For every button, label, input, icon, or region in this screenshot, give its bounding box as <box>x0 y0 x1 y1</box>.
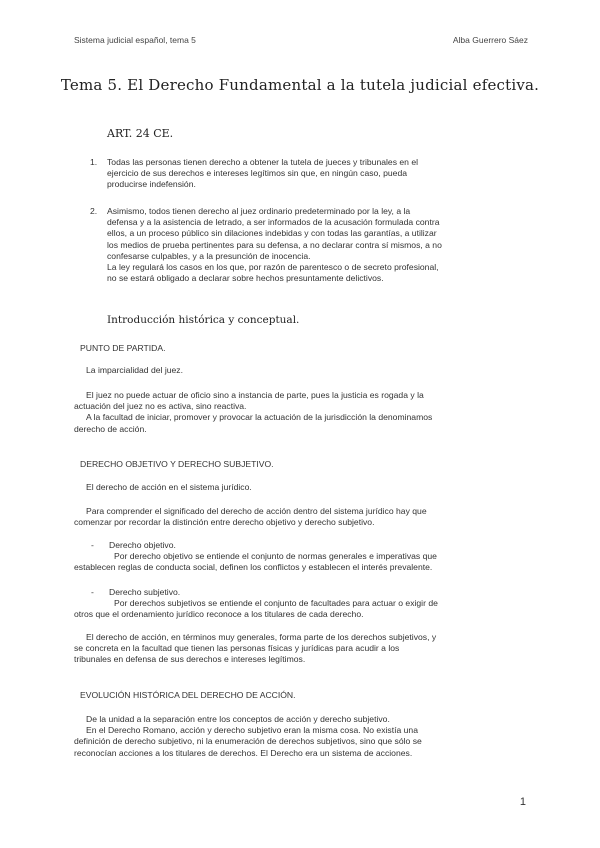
paragraph-line: Por derechos subjetivos se entiende el conjunto de facultades para actuar o exigir de <box>114 598 438 609</box>
paragraph-line: actuación del juez no es activa, sino reactiva. <box>74 401 247 412</box>
list-line: no se estará obligado a declarar sobre hechos presuntamente delictivos. <box>107 273 384 284</box>
evolucion-heading: EVOLUCIÓN HISTÓRICA DEL DERECHO DE ACCIÓN. <box>80 690 296 700</box>
paragraph-line: El derecho de acción, en términos muy generales, forma parte de los derechos subjetivos, y <box>86 632 437 642</box>
objetivo-title: Derecho objetivo. <box>109 540 176 550</box>
paragraph-line: otros que el ordenamiento jurídico reconoce a los titulares de cada derecho. <box>74 609 364 620</box>
list-item-1 <box>90 157 419 191</box>
page-title: Tema 5. El Derecho Fundamental a la tutela judicial efectiva. <box>60 76 540 94</box>
evolucion-paragraph <box>74 714 422 759</box>
bullet-dash: - <box>91 587 94 597</box>
bullet-dash: - <box>91 540 94 550</box>
paragraph-line: De la unidad a la separación entre los conceptos de acción y derecho subjetivo. <box>86 714 390 724</box>
paragraph-line: Para comprender el significado del derecho de acción dentro del sistema jurídico hay que <box>86 506 427 516</box>
accion-paragraph <box>74 632 436 666</box>
paragraph-line: reconocían acciones a los titulares de derechos. El Derecho era un sistema de acciones. <box>74 747 413 758</box>
section-heading: Introducción histórica y conceptual. <box>107 314 300 326</box>
paragraph-line: El juez no puede actuar de oficio sino a instancia de parte, pues la justicia es rogada y la <box>86 390 424 400</box>
list-number: 2. <box>90 206 98 216</box>
list-line: ellos, a un proceso público sin dilaciones indebidas y con todas las garantías, a utilizar <box>107 228 437 239</box>
paragraph-line: Por derecho objetivo se entiende el conjunto de normas generales e imperativas que <box>114 551 437 562</box>
derecho-obj-subj-heading: DERECHO OBJETIVO Y DERECHO SUBJETIVO. <box>80 459 274 469</box>
paragraph-line: se concreta en la facultad que tienen las personas físicas y jurídicas para acudir a los <box>74 643 400 654</box>
running-header-right: Alba Guerrero Sáez <box>452 35 528 45</box>
list-line: confesarse culpables, y a la presunción de inocencia. <box>107 250 311 261</box>
list-line: La ley regulará los casos en los que, por razón de parentesco o de secreto profesional, <box>107 262 439 273</box>
list-line: defensa y a la asistencia de letrado, a ser informados de la acusación formulada contra <box>107 217 440 228</box>
list-line: Asimismo, todos tienen derecho al juez ordinario predeterminado por la ley, a la <box>107 206 411 216</box>
imparcialidad-subheading: La imparcialidad del juez. <box>86 365 183 375</box>
subjetivo-title: Derecho subjetivo. <box>109 587 181 597</box>
accion-sistema-subheading: El derecho de acción en el sistema jurídico. <box>86 482 252 492</box>
list-line: los medios de prueba pertinentes para su defensa, a no declarar contra sí mismos, a no <box>107 239 442 250</box>
page-number: 1 <box>519 796 526 808</box>
juez-paragraph <box>74 390 432 435</box>
subjetivo-block <box>74 587 438 621</box>
paragraph-line: tribunales en defensa de sus derechos e intereses legítimos. <box>74 654 306 665</box>
paragraph-line: derecho de acción. <box>74 423 147 434</box>
paragraph-line: En el Derecho Romano, acción y derecho subjetivo eran la misma cosa. No existía una <box>86 725 418 736</box>
running-header-left: Sistema judicial español, tema 5 <box>74 35 196 45</box>
paragraph-line: A la facultad de iniciar, promover y provocar la actuación de la jurisdicción la denominamos <box>86 412 433 423</box>
list-item-2 <box>90 206 442 284</box>
list-line: ejercicio de sus derechos e intereses legítimos sin que, en ningún caso, pueda <box>107 168 408 179</box>
article-heading: ART. 24 CE. <box>107 127 174 140</box>
list-line: Todas las personas tienen derecho a obtener la tutela de jueces y tribunales en el <box>107 157 419 167</box>
punto-heading: PUNTO DE PARTIDA. <box>80 343 166 353</box>
paragraph-line: comenzar por recordar la distinción entre derecho objetivo y derecho subjetivo. <box>74 517 375 528</box>
comprender-paragraph <box>74 506 427 528</box>
objetivo-block <box>74 540 437 574</box>
paragraph-line: establecen reglas de conducta social, definen los conflictos y establecen el interés prevalente. <box>74 562 433 573</box>
list-line: producirse indefensión. <box>107 179 196 190</box>
list-number: 1. <box>90 157 98 167</box>
paragraph-line: definición de derecho subjetivo, ni la enumeración de derechos subjetivos, sino que sólo se <box>74 736 422 747</box>
